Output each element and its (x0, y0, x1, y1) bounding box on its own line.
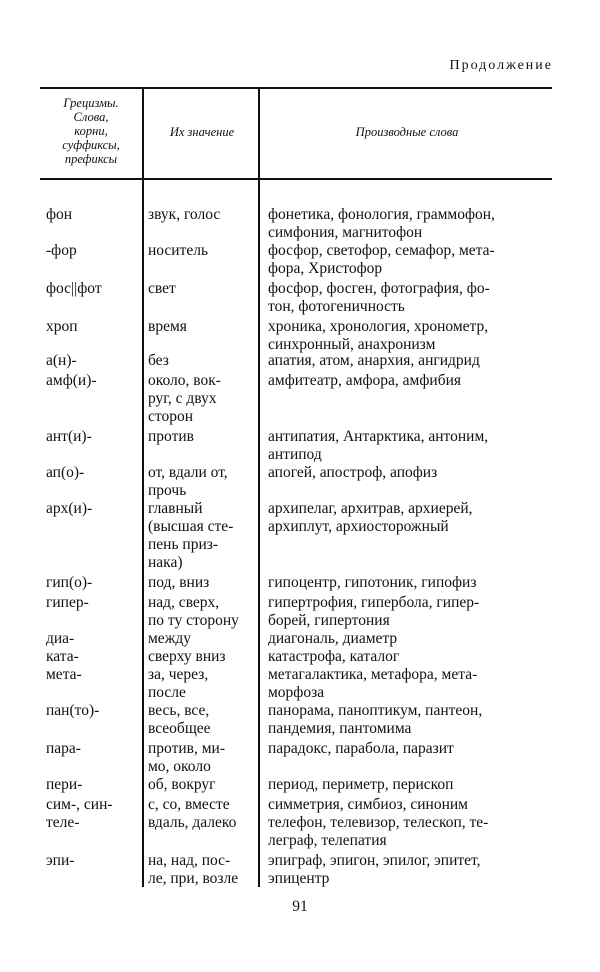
row-term: ката- (46, 648, 79, 665)
row-derived: катастрофа, каталог (268, 648, 400, 665)
row-term: ант(и)- (46, 428, 92, 445)
row-derived: телефон, телевизор, телескоп, те- леграф, телепатия (268, 814, 489, 849)
row-meaning: против (148, 428, 194, 445)
row-meaning: под, вниз (148, 574, 210, 591)
header-greek-words: Грецизмы. Слова, корни, суффиксы, префиксы (62, 96, 120, 166)
row-term: гипер- (46, 594, 89, 611)
row-meaning: от, вдали от, прочь (148, 464, 228, 499)
row-term: хроп (46, 318, 78, 335)
row-meaning: без (148, 352, 169, 369)
row-meaning: звук, голос (148, 206, 221, 223)
row-meaning: носитель (148, 242, 209, 259)
row-derived: амфитеатр, амфора, амфибия (268, 372, 462, 389)
row-meaning: около, вок- руг, с двух сторон (148, 372, 221, 425)
row-term: фон (46, 206, 73, 223)
row-term: фос||фот (46, 280, 102, 297)
row-term: мета- (46, 666, 82, 683)
row-term: арх(и)- (46, 500, 93, 517)
row-derived: антипатия, Антарктика, антоним, антипод (268, 428, 489, 463)
row-derived: апатия, атом, анархия, ангидрид (268, 352, 480, 369)
row-meaning: между (148, 630, 192, 647)
row-term: ап(о)- (46, 464, 85, 481)
row-meaning: с, со, вместе (148, 796, 230, 813)
row-meaning: об, вокруг (148, 776, 216, 793)
row-derived: гипоцентр, гипотоник, гипофиз (268, 574, 477, 591)
row-term: теле- (46, 814, 80, 831)
row-term: диа- (46, 630, 75, 647)
row-meaning: сверху вниз (148, 648, 226, 665)
row-derived: апогей, апостроф, апофиз (268, 464, 438, 481)
row-derived: фосфор, фосген, фотография, фо- тон, фотогеничность (268, 280, 490, 315)
row-meaning: свет (148, 280, 176, 297)
row-term: пара- (46, 740, 81, 757)
row-meaning: весь, все, всеобщее (148, 702, 211, 737)
row-derived: эпиграф, эпигон, эпилог, эпитет, эпицентр (268, 852, 481, 887)
column-divider-1 (142, 87, 144, 887)
row-term: сим-, син- (46, 796, 113, 813)
row-term: -фор (46, 242, 77, 259)
row-term: а(н)- (46, 352, 77, 369)
row-meaning: вдаль, далеко (148, 814, 237, 831)
row-derived: архипелаг, архитрав, архиерей, архиплут, архиосторожный (268, 500, 473, 535)
row-derived: фонетика, фонология, граммофон, симфония, магнитофон (268, 206, 495, 241)
page-number: 91 (292, 898, 308, 915)
row-derived: период, периметр, перископ (268, 776, 454, 793)
header-meaning: Их значение (169, 125, 235, 139)
row-term: пан(то)- (46, 702, 100, 719)
row-term: амф(и)- (46, 372, 97, 389)
row-term: гип(о)- (46, 574, 93, 591)
row-derived: фосфор, светофор, семафор, мета- фора, Христофор (268, 242, 495, 277)
row-derived: гипертрофия, гипербола, гипер- борей, гипертония (268, 594, 480, 629)
row-term: эпи- (46, 852, 75, 869)
row-derived: панорама, паноптикум, пантеон, пандемия, пантомима (268, 702, 483, 737)
table-top-rule (40, 87, 552, 89)
row-meaning: на, над, пос- ле, при, возле (148, 852, 239, 887)
row-meaning: над, сверх, по ту сторону (148, 594, 239, 629)
row-meaning: против, ми- мо, около (148, 740, 225, 775)
row-derived: парадокс, парабола, паразит (268, 740, 454, 757)
row-derived: хроника, хронология, хронометр, синхронный, анахронизм (268, 318, 489, 353)
row-derived: диагональ, диаметр (268, 630, 398, 647)
header-bottom-rule (40, 178, 552, 180)
row-derived: симметрия, симбиоз, синоним (268, 796, 468, 813)
row-derived: метагалактика, метафора, мета- морфоза (268, 666, 478, 701)
header-derived-words: Производные слова (355, 125, 459, 139)
row-meaning: главный (высшая сте- пень приз- нака) (148, 500, 234, 571)
row-meaning: за, через, после (148, 666, 209, 701)
continued-label: Продолжение (449, 58, 553, 73)
row-meaning: время (148, 318, 187, 335)
row-term: пери- (46, 776, 83, 793)
